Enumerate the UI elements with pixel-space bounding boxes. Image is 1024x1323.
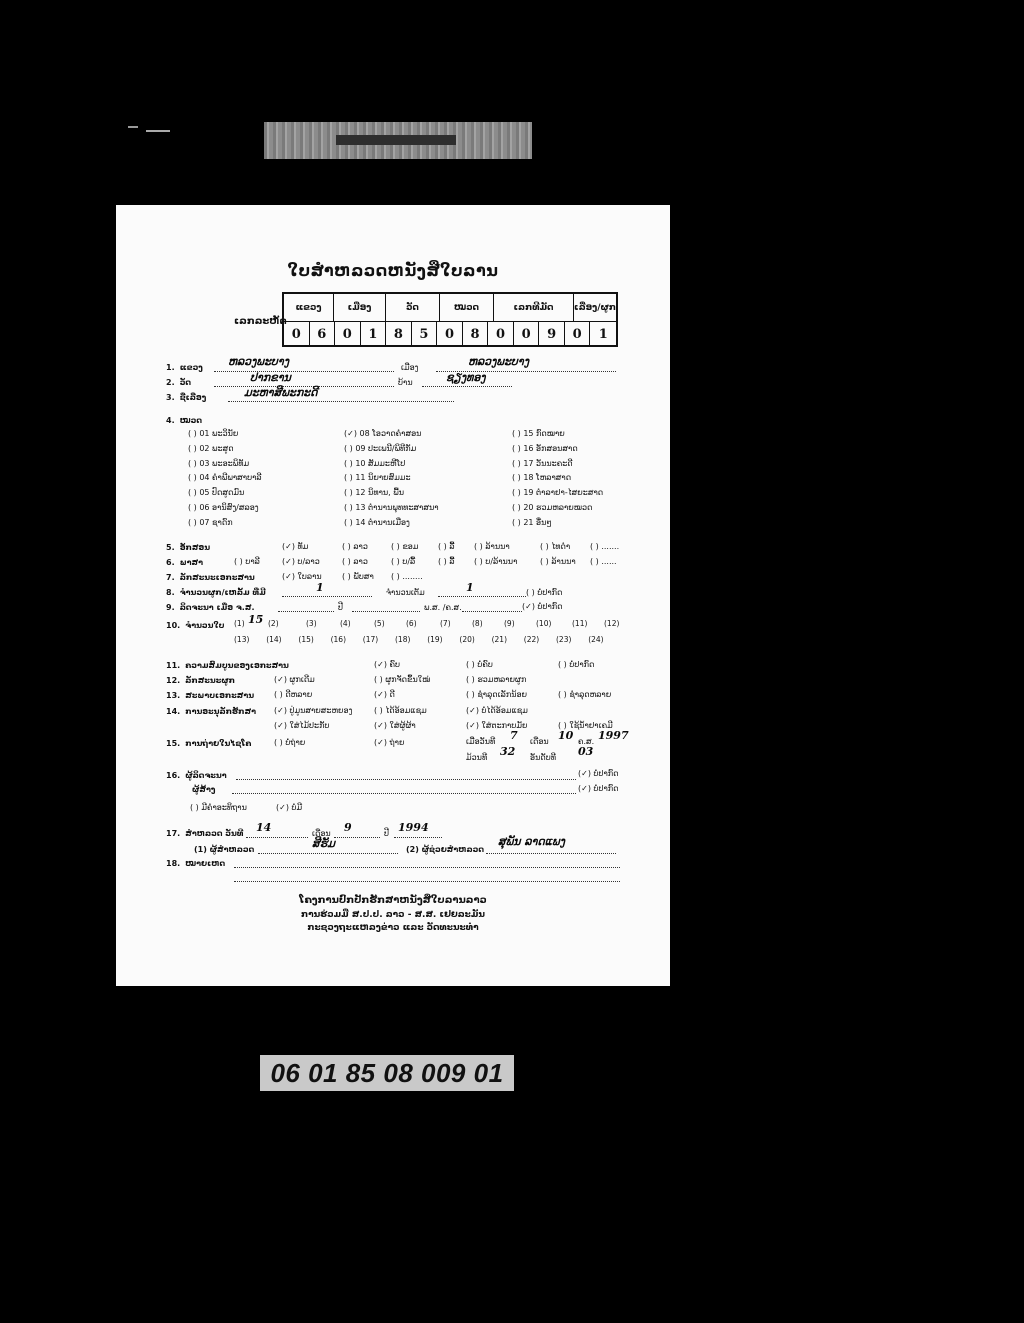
option[interactable]: (✓) ບໍ່ປາກົດ — [578, 769, 619, 778]
conservation-label: 14. ການອະນຸລັກຮັກສາ — [166, 707, 256, 716]
survey-form-page — [116, 205, 670, 986]
option[interactable]: ( ) ຜູກຈັດຂຶ້ນໃໝ່ — [374, 675, 431, 684]
option[interactable]: ( ) ດີຫລາຍ — [274, 690, 313, 699]
option[interactable]: ( ) ໄທດຳ — [540, 542, 571, 551]
field-title-row: 3. ຊື່ເລື່ອງ — [166, 393, 207, 402]
remarks-line — [234, 867, 620, 868]
category-option[interactable]: ( ) 13 ຕຳນານພຸທທະສາສນາ — [344, 503, 439, 512]
leaf-count-cell: (6) — [406, 619, 417, 628]
leaf-count-cell: (5) — [374, 619, 385, 628]
leaf-count-cell: (21) — [491, 635, 507, 644]
field-line — [232, 793, 576, 794]
category-option[interactable]: (✓) 08 ໂອວາດຄຳສອນ — [344, 429, 422, 438]
field-line — [352, 611, 420, 612]
leaf-count-cell: (1) — [234, 619, 245, 628]
full-count-label: ຈຳນວນເຕັມ — [386, 588, 425, 597]
registration-header: ເມືອງ — [334, 294, 386, 322]
category-option[interactable]: ( ) 10 ສັມມະຫີໂປ — [344, 458, 406, 468]
field-line — [462, 611, 522, 612]
registration-label: ເລກລະຫັດ — [234, 316, 287, 327]
option[interactable]: ( ) ຊຳລຸດຫລາຍ — [558, 690, 612, 699]
option[interactable]: ( ) ...... — [590, 557, 617, 566]
full-count-value: 1 — [466, 581, 474, 594]
field-line — [278, 611, 334, 612]
film-month-value: 10 — [558, 729, 574, 742]
manuscript-title-value: ມະຫາສີພະກະດີ — [244, 386, 318, 399]
category-option[interactable]: ( ) 07 ຊາດົກ — [188, 517, 233, 527]
registration-header: ໝວດ — [440, 294, 494, 322]
leaf-count-cell: (18) — [395, 635, 411, 644]
header-label-strip — [264, 122, 532, 159]
registration-digit: 0 — [488, 322, 514, 347]
script-row-label: 5. ອັກສອນ — [166, 543, 211, 552]
option[interactable]: (✓) ບໍ່ໄດ້ອ້ອມແຊມ — [466, 706, 528, 715]
option[interactable]: (✓) ບໍ່ປາກົດ — [578, 784, 619, 793]
category-option[interactable]: ( ) 15 ກົດໝາຍ — [512, 429, 565, 438]
option[interactable]: ( ) ບໍ່ຄົບ — [466, 660, 493, 669]
option[interactable]: (✓) ບໍ່ປາກົດ — [522, 602, 563, 611]
remarks-line — [234, 881, 620, 882]
microfilm-code-label: 06 01 85 08 009 01 — [260, 1055, 514, 1091]
registration-header: ແຂວງ — [284, 294, 334, 322]
leaf-count-cell: (12) — [604, 619, 620, 628]
leaf-count-cell: (14) — [266, 635, 282, 644]
category-option[interactable]: ( ) 17 ວັນນະຄະດີ — [512, 458, 573, 468]
option[interactable]: ( ) ລ້ານນາ — [474, 542, 510, 551]
condition-label: 13. ສະພາບເອກະສານ — [166, 691, 255, 700]
assistant-value: ສຸພັນ ລາດແພງ — [498, 835, 565, 848]
scribe-label: 16. ຜູ້ລິດຈະນາ — [166, 771, 227, 780]
option[interactable]: ( ) ບໍ່ຖ່າຍ — [274, 738, 306, 747]
option[interactable]: ( ) ....... — [590, 542, 620, 551]
category-option[interactable]: ( ) 20 ຮວມຫລາຍໝວດ — [512, 503, 593, 512]
option[interactable]: ( ) ມີຄຳອະທິຖານ — [190, 803, 247, 812]
category-option[interactable]: ( ) 21 ອື່ນໆ — [512, 517, 552, 527]
field-province-row: 1. ແຂວງ — [166, 363, 203, 372]
option[interactable]: ( ) ລື້ — [438, 542, 455, 551]
option[interactable]: (✓) ໃສ່ຕະກາບມັຍ — [466, 721, 528, 730]
month-label: ເດືອນ — [530, 737, 549, 746]
leaf-count-cell: (22) — [523, 635, 540, 644]
field-line — [422, 386, 512, 387]
option[interactable]: (✓) ຖ່າຍ — [374, 738, 405, 747]
registration-digit: 0 — [437, 322, 463, 347]
leaf-count-cell: (4) — [340, 619, 351, 628]
category-heading: 4. ໝວດ — [166, 416, 202, 425]
field-village-label: ບ້ານ — [398, 378, 413, 387]
frame-value: 03 — [578, 745, 594, 758]
roll-label: ມ້ວນທີ — [466, 753, 488, 762]
category-option[interactable]: ( ) 02 ພະສູດ — [188, 443, 234, 453]
leaf-count-label: 10. ຈຳນວນໃບ — [166, 621, 225, 630]
year-label: ປີ — [384, 829, 389, 838]
field-line — [236, 779, 576, 780]
category-option[interactable]: ( ) 03 ພະອະພິທັມ — [188, 458, 250, 468]
option[interactable]: (✓) ບໍ່ມີ — [276, 803, 303, 812]
option[interactable]: (✓) ທັມ — [282, 542, 309, 551]
registration-digit: 6 — [310, 322, 336, 347]
registration-digit: 0 — [514, 322, 540, 347]
year-label: ປີ — [338, 603, 343, 612]
bundle-count-value: 1 — [316, 581, 324, 594]
era-label: ພ.ສ. /ຄ.ສ. — [424, 603, 462, 612]
option[interactable]: ( ) ຂອມ — [391, 542, 419, 551]
option[interactable]: (✓) ປູ່ມູນສາຍສະຫຍອງ — [274, 706, 353, 715]
registration-digit: 5 — [412, 322, 438, 347]
registration-digit: 0 — [284, 322, 310, 347]
option[interactable]: (✓) ຜູກເດີມ — [274, 675, 315, 684]
registration-header: ເລື່ອງ/ຜູກ — [574, 294, 616, 322]
surveyor-value: ສີຮັມ — [312, 837, 335, 850]
option[interactable]: ( ) ລາວ — [342, 557, 368, 566]
bundle-count-label: 8. ຈຳນວນຜູກ/ເຫລັ້ມ ທີ່ມີ — [166, 588, 266, 597]
bundle-type-label: 12. ລັກສະນະຜູກ — [166, 676, 235, 685]
province-value: ຫລວງພະບາງ — [228, 355, 290, 368]
leaf-count-cell: (24) — [588, 635, 604, 644]
registration-digit: 9 — [539, 322, 565, 347]
survey-year-value: 1994 — [398, 821, 429, 834]
leaf-count-cell: (7) — [440, 619, 451, 628]
option[interactable]: ( ) ໄດ້ອ້ອມແຊມ — [374, 706, 427, 715]
survey-date-label: 17. ສຳຫລວດ ວັນທີ — [166, 829, 244, 838]
field-district-label: ເມືອງ — [401, 363, 419, 372]
completeness-label: 11. ຄວາມສົມບູນຂອງເອກະສານ — [166, 661, 289, 670]
year-label: ຄ.ສ. — [578, 737, 595, 746]
option[interactable]: ( ) ບາລີ — [234, 557, 260, 566]
leaf-count-cell: (9) — [504, 619, 515, 628]
footer-cooperation: ການຮ່ວມມື ສ.ປ.ປ. ລາວ - ສ.ສ. ເຢຍລະມັນ — [301, 910, 485, 920]
category-option[interactable]: ( ) 11 ນິຍາຍສົມມະ — [344, 473, 411, 483]
category-option[interactable]: ( ) 01 ພະວິນັຍ — [188, 429, 239, 438]
option[interactable]: (✓) ດີ — [374, 690, 395, 699]
option[interactable]: ( ) ບ/ລ້ານນາ — [474, 557, 518, 566]
survey-month-value: 9 — [344, 821, 352, 834]
leaf-count-cell: (19) — [427, 635, 443, 644]
header-label-text — [336, 135, 456, 145]
field-line — [246, 837, 308, 838]
option[interactable]: ( ) ລາວ — [342, 542, 368, 551]
field-line — [334, 837, 380, 838]
footer-ministry: ກະຊວງຖະແຫລງຂ່າວ ແລະ ວັດທະນະທຳ — [307, 923, 479, 933]
donor-label: ຜູ້ສ້າງ — [192, 785, 216, 794]
registration-digit: 0 — [335, 322, 361, 347]
option[interactable]: ( ) ບໍ່ປາກົດ — [526, 588, 563, 597]
category-option[interactable]: ( ) 14 ຕຳນານເມືອງ — [344, 517, 410, 527]
field-line — [394, 837, 442, 838]
language-row-label: 6. ພາສາ — [166, 558, 203, 567]
scan-mark — [146, 130, 170, 132]
option[interactable]: ( ) ບ/ລື້ — [391, 557, 416, 566]
microfilm-label: 15. ການຖ່າຍໃນໄຊໂຄ — [166, 739, 252, 748]
option[interactable]: ( ) ໃຊ້ນ້ຳຢາເຄມີ — [558, 721, 613, 730]
option[interactable]: (✓) ໃບລານ — [282, 572, 322, 581]
option[interactable]: ( ) ລ້ານນາ — [540, 557, 576, 566]
registration-digit: 0 — [565, 322, 591, 347]
footer-program: ໂຄງການປົກປັກຮັກສາຫນັງສືໃບລານລາວ — [299, 895, 487, 906]
registration-digit: 8 — [386, 322, 412, 347]
option[interactable]: (✓) ຄົບ — [374, 660, 400, 669]
leaf-count-cell: (3) — [306, 619, 317, 628]
field-line — [258, 853, 398, 854]
leaf-count-cell: (10) — [536, 619, 552, 628]
option[interactable]: ( ) ........ — [391, 572, 423, 581]
option[interactable]: (✓) ໃສ່ຜູ້ຜ້າ — [374, 721, 416, 730]
scan-mark — [128, 126, 138, 128]
category-option[interactable]: ( ) 05 ປົດສູດມົນ — [188, 488, 245, 498]
registration-code-table — [282, 292, 618, 347]
option[interactable]: (✓) ບ/ລາວ — [282, 557, 320, 566]
document-type-label: 7. ລັກສະນະເອກະສານ — [166, 573, 255, 582]
field-line — [486, 853, 616, 854]
category-option[interactable]: ( ) 19 ຕຳລາຢາ-ໄສຍະສາດ — [512, 488, 604, 498]
roll-value: 32 — [500, 745, 516, 758]
survey-day-value: 14 — [256, 821, 272, 834]
leaf-count-cell: (2) — [268, 619, 279, 628]
leaf-count-cell: (11) — [572, 619, 588, 628]
leaf-count-cell: (15) — [298, 635, 314, 644]
option[interactable]: ( ) ພັບສາ — [342, 572, 374, 581]
option[interactable]: ( ) ລື້ — [438, 557, 455, 566]
month-label: ເດືອນ — [312, 829, 331, 838]
temple-value: ປາກຂານ — [250, 371, 291, 384]
registration-header: ວັດ — [386, 294, 440, 322]
assistant-label: (2) ຜູ້ຊ່ວຍສຳຫລວດ — [406, 845, 485, 854]
written-date-label: 9. ລິດຈະນາ ເມື່ອ ຈ.ສ. — [166, 603, 255, 612]
option[interactable]: ( ) ຮວມຫລາຍຜູກ — [466, 675, 527, 684]
village-value: ຊຽງທອງ — [446, 371, 486, 384]
option[interactable]: (✓) ໃສ່ໄມ້ປະກັບ — [274, 721, 330, 730]
film-year-value: 1997 — [598, 729, 629, 742]
leaf-count-cell: (16) — [330, 635, 346, 644]
district-value: ຫລວງພະບາງ — [468, 355, 530, 368]
field-line — [228, 401, 454, 402]
registration-header: ເລກທີມັດ — [494, 294, 574, 322]
field-line — [214, 371, 394, 372]
category-option[interactable]: ( ) 12 ນິທານ, ພື້ນ — [344, 488, 404, 498]
registration-digit: 1 — [361, 322, 387, 347]
remarks-label: 18. ໝາຍເຫດ — [166, 859, 226, 868]
registration-digit: 8 — [463, 322, 489, 347]
category-option[interactable]: ( ) 06 ອານິສົງ/ສລອງ — [188, 503, 259, 512]
leaf-count-cell: (13) — [234, 635, 250, 644]
leaf-count-cell: (23) — [556, 635, 572, 644]
date-label: ເມື່ອວັນທີ — [466, 737, 496, 746]
leaf-count-cell: (20) — [459, 635, 475, 644]
leaf-count-cell: (17) — [362, 635, 379, 644]
film-day-value: 7 — [510, 729, 518, 742]
option[interactable]: ( ) ບໍ່ປາກົດ — [558, 660, 595, 669]
surveyor-label: (1) ຜູ້ສຳຫລວດ — [194, 845, 255, 854]
leaf-count-cell: (8) — [472, 619, 483, 628]
form-title: ໃບສຳຫລວດຫນັງສືໃບລານ — [287, 261, 499, 280]
registration-digit: 1 — [598, 327, 608, 342]
field-line — [438, 596, 526, 597]
option[interactable]: ( ) ຊຳລຸດເລັກນ້ອຍ — [466, 690, 528, 699]
field-line — [282, 596, 372, 597]
category-option[interactable]: ( ) 09 ປະເພນີ/ພິທີກັມ — [344, 443, 417, 453]
category-option[interactable]: ( ) 16 ອັກສອນສາດ — [512, 443, 578, 453]
category-option[interactable]: ( ) 04 ຄຳພີພາສາບາລີ — [188, 473, 262, 483]
frame-label: ອັນດັບທີ — [530, 753, 556, 762]
category-option[interactable]: ( ) 18 ໂຫລາສາດ — [512, 473, 572, 483]
leaf-count-value: 15 — [248, 613, 264, 626]
field-temple-row: 2. ວັດ — [166, 378, 192, 387]
